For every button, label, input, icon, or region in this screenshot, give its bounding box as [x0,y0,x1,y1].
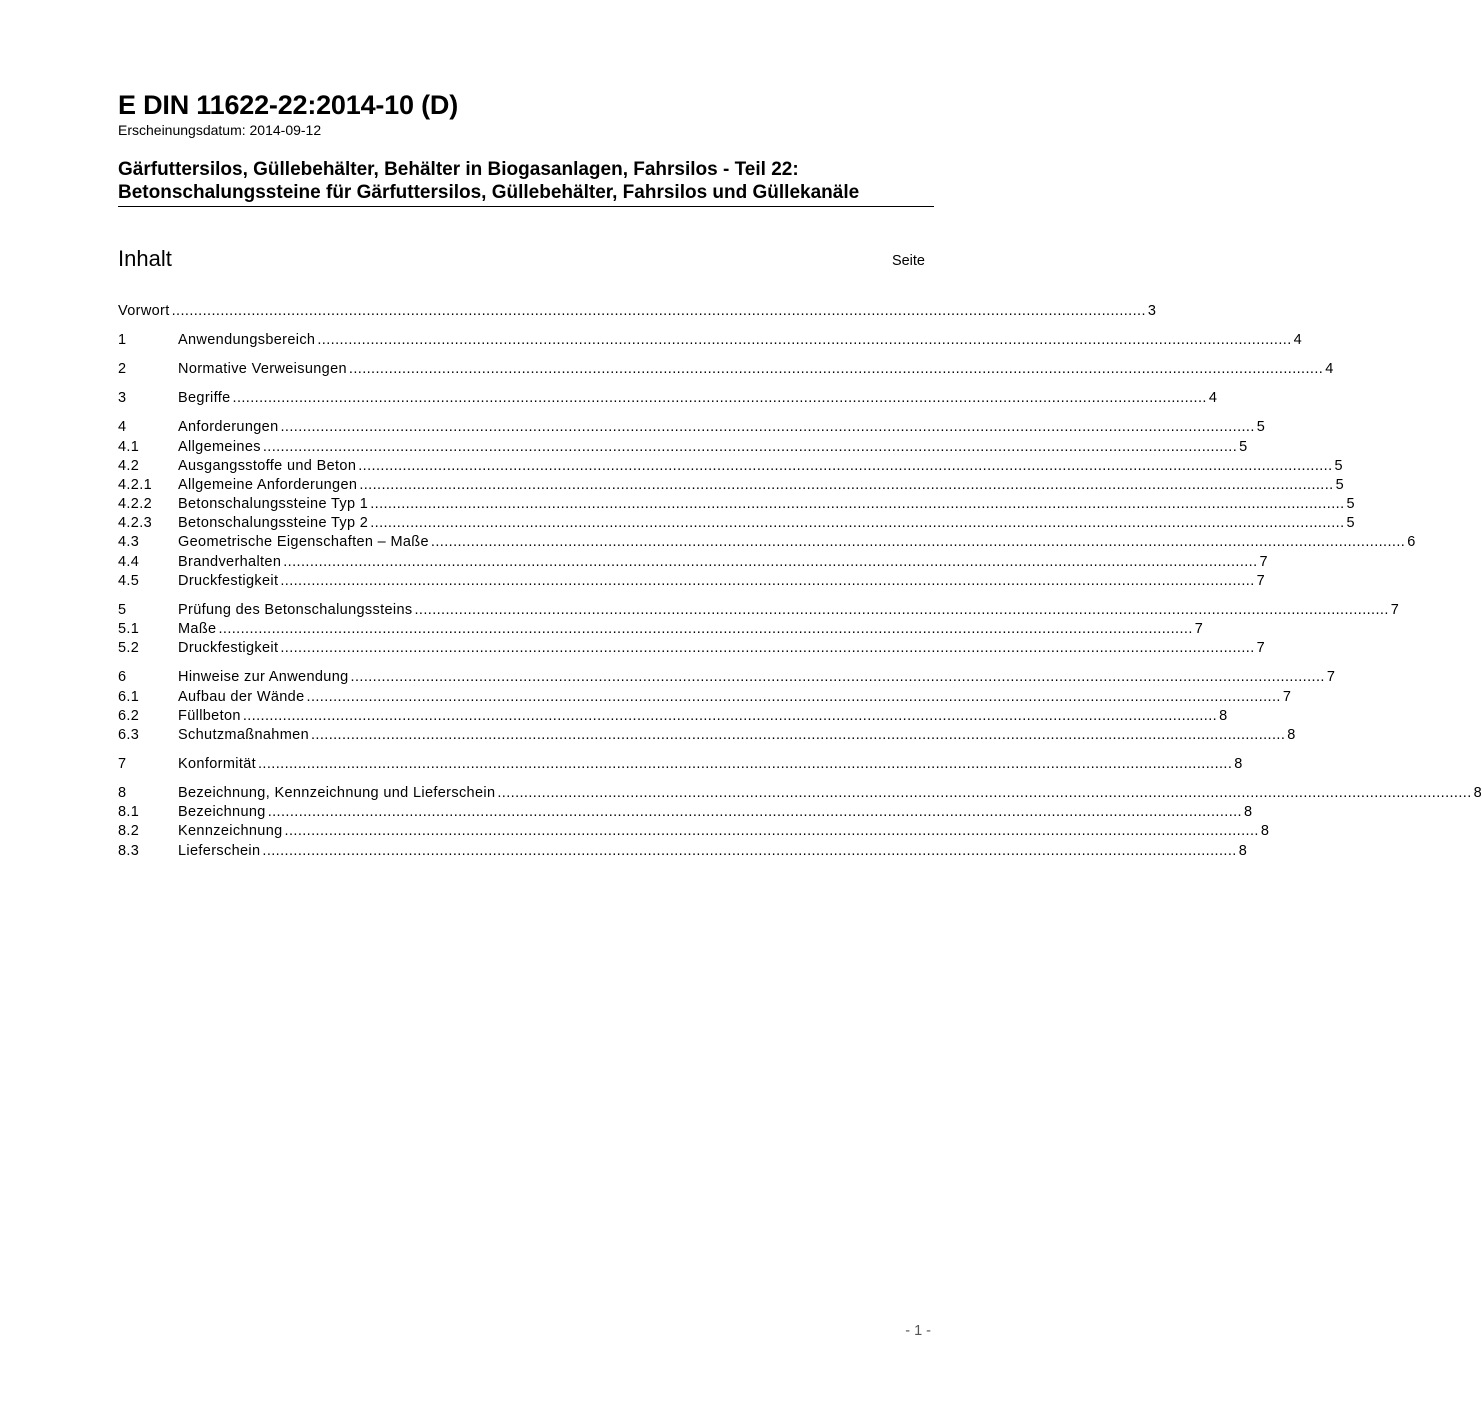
toc-entry-title: Druckfestigkeit [178,572,279,589]
toc-entry-page: 5 [1239,438,1248,455]
toc-entry-page: 5 [1346,515,1355,532]
page-number: - 1 - [905,1323,931,1339]
toc-entry-page: 4 [1293,332,1303,349]
toc-entry-title: Kennzeichnung [178,823,283,840]
toc-entry-page: 8 [1473,785,1482,802]
toc-entry-title: Prüfung des Betonschalungssteins [178,601,413,618]
toc-entry-page: 8 [1219,707,1228,724]
toc-entry[interactable] [118,534,1416,553]
toc-entry-title: Begriffe [178,390,231,407]
toc-dot-leader: ............................................................................................................................................................................................................................ [267,804,1242,821]
toc-dot-leader: ............................................................................................................................................................................................................................ [359,476,1334,493]
toc-dot-leader: ............................................................................................................................................................................................................................ [370,515,1345,532]
toc-entry-number: 8.2 [118,823,140,840]
toc-dot-leader: ............................................................................................................................................................................................................................ [171,303,1146,319]
toc-entry-number: 3 [118,390,127,407]
toc-entry-page: 7 [1259,553,1268,570]
title-divider [118,206,934,207]
toc-entry[interactable] [118,361,1334,380]
toc-dot-leader: ............................................................................................................................................................................................................................ [430,534,1406,551]
toc-entry-page: 7 [1256,572,1266,589]
toc-dot-leader: ............................................................................................................................................................................................................................ [306,688,1281,705]
toc-entry[interactable] [118,457,1343,477]
toc-dot-leader: ............................................................................................................................................................................................................................ [262,438,1238,455]
toc-entry[interactable] [118,303,1157,322]
toc-entry[interactable] [118,842,1248,862]
toc-entry-page: 8 [1260,823,1270,840]
toc-entry-number: 4.2 [118,457,140,474]
toc-entry-number: 4 [118,419,127,436]
toc-entry-title: Schutzmaßnahmen [178,726,309,743]
toc-entry-number: 4.5 [118,572,140,589]
toc-entry[interactable] [118,515,1355,534]
toc-dot-leader: ............................................................................................................................................................................................................................ [280,572,1255,589]
toc-entry-page: 5 [1335,476,1345,493]
toc-dot-leader: ............................................................................................................................................................................................................................ [280,640,1255,657]
toc-entry[interactable] [118,496,1355,515]
toc-entry[interactable] [118,688,1292,708]
toc-entry-page: 4 [1325,361,1334,378]
toc-entry-title: Normative Verweisungen [178,361,347,378]
toc-dot-leader: ............................................................................................................................................................................................................................ [350,669,1325,686]
toc-entry-number: 4.2.2 [118,496,152,513]
toc-entry-page: 7 [1326,669,1336,686]
toc-entry-title: Druckfestigkeit [178,640,279,657]
toc-entry-page: 6 [1407,534,1416,551]
toc-dot-leader: ............................................................................................................................................................................................................................ [284,823,1259,840]
toc-entry[interactable] [118,669,1336,688]
toc-entry-page: 5 [1256,419,1266,436]
toc-entry-page: 7 [1194,621,1204,638]
document-title-line-1: Gärfuttersilos, Güllebehälter, Behälter in Biogasanlagen, Fahrsilos - Teil 22: [118,159,799,180]
toc-entry-number: 4.2.1 [118,476,152,493]
toc-entry-title: Füllbeton [178,707,241,724]
toc-entry-title: Geometrische Eigenschaften – Maße [178,534,429,551]
toc-dot-leader: ............................................................................................................................................................................................................................ [497,785,1472,802]
toc-dot-leader: ............................................................................................................................................................................................................................ [358,457,1333,474]
document-id: E DIN 11622-22:2014-10 (D) [118,90,458,120]
toc-entry-title: Bezeichnung [178,804,266,821]
toc-entry-number: 6.1 [118,688,140,705]
toc-entry-number: 4.4 [118,553,140,570]
toc-dot-leader: ............................................................................................................................................................................................................................ [258,755,1233,772]
toc-entry-page: 4 [1208,390,1218,407]
toc-entry-number: 6 [118,669,127,686]
toc-entry-page: 5 [1334,457,1343,474]
toc-entry-title: Vorwort [118,303,170,319]
toc-dot-leader: ............................................................................................................................................................................................................................ [317,332,1292,349]
toc-entry[interactable] [118,332,1303,351]
toc-entry-title: Aufbau der Wände [178,688,305,705]
toc-entry-page: 7 [1390,601,1400,618]
table-of-contents [118,303,1482,862]
toc-entry-number: 5.1 [118,621,140,638]
toc-entry-number: 8.3 [118,842,140,859]
toc-heading: Inhalt [118,246,172,271]
toc-entry-number: 8 [118,785,127,802]
toc-dot-leader: ............................................................................................................................................................................................................................ [242,707,1218,724]
toc-entry-number: 1 [118,332,127,349]
toc-entry[interactable] [118,640,1266,659]
toc-entry[interactable] [118,438,1248,458]
toc-entry[interactable] [118,390,1218,409]
toc-entry-page: 8 [1287,726,1296,743]
toc-entry[interactable] [118,553,1268,573]
toc-entry-title: Ausgangsstoffe und Beton [178,457,357,474]
toc-entry[interactable] [118,621,1204,640]
toc-entry[interactable] [118,804,1253,823]
toc-dot-leader: ............................................................................................................................................................................................................................ [262,842,1237,859]
toc-dot-leader: ............................................................................................................................................................................................................................ [280,419,1255,436]
toc-entry-title: Anwendungsbereich [178,332,316,349]
toc-entry[interactable] [118,476,1345,496]
toc-entry[interactable] [118,726,1296,746]
toc-entry-title: Betonschalungssteine Typ 1 [178,496,369,513]
toc-entry-number: 4.3 [118,534,140,551]
toc-entry-page: 3 [1147,303,1157,319]
toc-entry[interactable] [118,785,1482,804]
toc-dot-leader: ............................................................................................................................................................................................................................ [348,361,1324,378]
toc-dot-leader: ............................................................................................................................................................................................................................ [232,390,1207,407]
toc-entry-title: Anforderungen [178,419,279,436]
toc-entry-title: Bezeichnung, Kennzeichnung und Lieferschein [178,785,496,802]
toc-entry-page: 5 [1346,496,1355,513]
toc-entry-number: 6.2 [118,707,140,724]
toc-entry-number: 6.3 [118,726,140,743]
toc-entry-title: Brandverhalten [178,553,282,570]
toc-entry[interactable] [118,601,1400,621]
toc-entry-title: Maße [178,621,217,638]
toc-entry[interactable] [118,707,1228,727]
toc-entry-title: Lieferschein [178,842,261,859]
toc-entry-number: 8.1 [118,804,140,821]
toc-entry-number: 2 [118,361,127,378]
toc-entry-page: 8 [1238,842,1248,859]
toc-dot-leader: ............................................................................................................................................................................................................................ [310,726,1286,743]
toc-entry-number: 4.2.3 [118,515,152,532]
toc-entry-title: Konformität [178,755,256,772]
toc-entry-title: Hinweise zur Anwendung [178,669,349,686]
toc-dot-leader: ............................................................................................................................................................................................................................ [218,621,1193,638]
toc-entry-number: 5 [118,601,127,618]
toc-entry[interactable] [118,419,1266,438]
toc-entry-title: Allgemeine Anforderungen [178,476,358,493]
toc-entry-title: Allgemeines [178,438,261,455]
toc-entry-page: 7 [1256,640,1266,657]
toc-dot-leader: ............................................................................................................................................................................................................................ [414,601,1389,618]
toc-dot-leader: ............................................................................................................................................................................................................................ [370,496,1345,513]
toc-entry-number: 5.2 [118,640,140,657]
toc-dot-leader: ............................................................................................................................................................................................................................ [283,553,1258,570]
document-title-line-2: Betonschalungssteine für Gärfuttersilos, Güllebehälter, Fahrsilos und Güllekanäle [118,182,860,203]
toc-page-column-label: Seite [891,253,925,269]
toc-entry-page: 8 [1234,755,1243,772]
toc-entry[interactable] [118,755,1243,775]
toc-entry[interactable] [118,572,1266,592]
toc-entry-page: 7 [1282,688,1292,705]
toc-entry-page: 8 [1244,804,1253,821]
publication-date: Erscheinungsdatum: 2014-09-12 [118,122,322,138]
toc-entry-number: 7 [118,755,127,772]
toc-entry-title: Betonschalungssteine Typ 2 [178,515,369,532]
toc-entry[interactable] [118,823,1270,842]
toc-entry-number: 4.1 [118,438,140,455]
